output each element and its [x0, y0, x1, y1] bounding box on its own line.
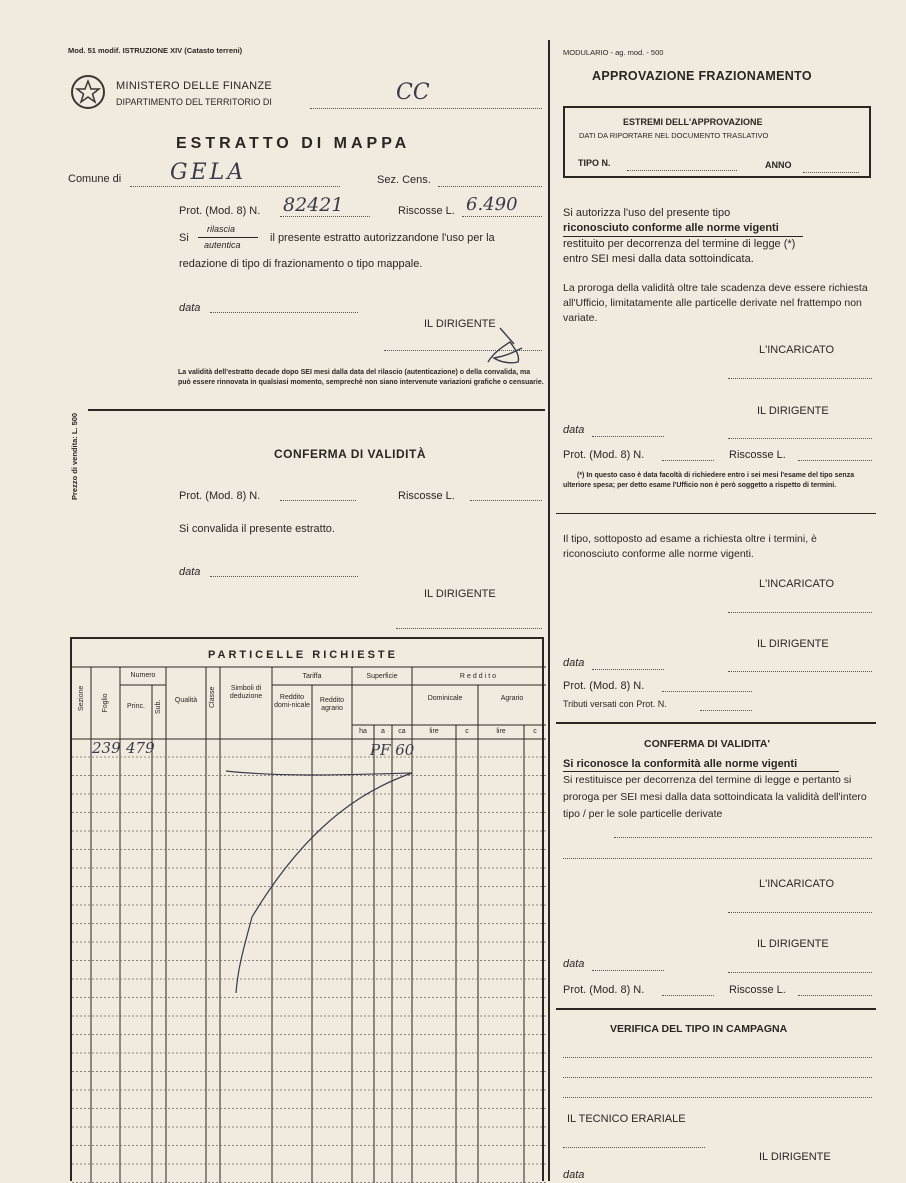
approvazione-title: APPROVAZIONE FRAZIONAMENTO: [592, 69, 812, 83]
form-code: Mod. 51 modif. ISTRUZIONE XIV (Catasto terreni): [68, 46, 243, 55]
dirigente-2: IL DIRIGENTE: [757, 638, 829, 650]
comune-value: GELA: [170, 160, 247, 185]
data-label: data: [179, 302, 201, 314]
riscosse-value: 6.490: [466, 194, 518, 215]
proroga-text: La proroga della validità oltre tale scadenza deve essere richiesta all'Ufficio, limitatamente alle particelle derivate nel frattempo non variate.: [563, 282, 868, 324]
dirigente-1: IL DIRIGENTE: [757, 405, 829, 417]
footnote: (*) In questo caso è data facoltà di richiedere entro i sei mesi l'esame del tipo senza ulteriore spesa; per detto esame l'Ufficio non è però soggetto a rispetto di termini.: [563, 472, 855, 489]
col-classe: Classe: [209, 686, 216, 708]
auth-text-2: riconosciuto conforme alle norme vigenti: [563, 222, 779, 234]
conferma-text: Si restituisce per decorrenza del termine di legge e pertanto si proroga per SEI mesi dalla data sottoindicata la validità dell'intero tipo / per le sole particelle derivate: [563, 774, 867, 820]
data-1: data: [563, 424, 585, 436]
col-tariffa: Tariffa: [302, 673, 322, 680]
estremi-title: ESTREMI DELL'APPROVAZIONE: [623, 117, 763, 127]
col-simboli: Simboli di deduzione: [229, 685, 263, 700]
tipo-label: TIPO N.: [578, 158, 611, 168]
col-sezione: Sezione: [78, 685, 85, 711]
col-reddito-agr: Reddito agrario: [319, 697, 345, 712]
handwritten-strike: [222, 757, 422, 997]
sez-cens-label: Sez. Cens.: [377, 174, 431, 186]
auth-text-4: entro SEI mesi dalla data sottoindicata.: [563, 253, 754, 265]
riscosse-label: Riscosse L.: [398, 205, 455, 217]
data-4: data: [563, 1169, 585, 1181]
dirigente-label: IL DIRIGENTE: [424, 318, 496, 330]
data-3: data: [563, 958, 585, 970]
conferma-riscosse-label: Riscosse L.: [398, 490, 455, 502]
col-ca: ca: [398, 728, 406, 735]
col-princ: Princ.: [127, 703, 145, 710]
estremi-box: [563, 106, 871, 178]
right-form-code: MODULARIO - ag. mod. - 500: [563, 48, 664, 57]
col-agrario: Agrario: [500, 695, 524, 702]
tecnico-label: IL TECNICO ERARIALE: [567, 1113, 686, 1125]
conferma-sub: Si riconosce la conformità alle norme vigenti: [563, 758, 798, 770]
incaricato-2: L'INCARICATO: [759, 578, 835, 590]
col-dominicale: Dominicale: [427, 695, 463, 702]
conferma-title: CONFERMA DI VALIDITÀ: [274, 447, 426, 461]
col-foglio: Foglio: [102, 693, 109, 713]
col-a: a: [381, 728, 385, 735]
verifica-title: VERIFICA DEL TIPO IN CAMPAGNA: [610, 1023, 788, 1035]
table-title: PARTICELLE RICHIESTE: [208, 649, 398, 661]
si-label: Si: [179, 232, 189, 244]
ministry-name: MINISTERO DELLE FINANZE: [116, 80, 273, 92]
conferma-prot-label: Prot. (Mod. 8) N.: [179, 490, 261, 502]
col-c-2: c: [533, 728, 537, 735]
comune-label: Comune di: [68, 173, 122, 185]
col-reddito-dom: Reddito domi-nicale: [274, 694, 310, 709]
convalida-text: Si convalida il presente estratto.: [179, 523, 335, 535]
col-superficie: Superficie: [366, 673, 398, 680]
conferma-right-title: CONFERMA DI VALIDITA': [644, 738, 770, 750]
dirigente-signature: [470, 322, 540, 366]
document-title: ESTRATTO DI MAPPA: [176, 135, 411, 152]
esame-text: Il tipo, sottoposto ad esame a richiesta oltre i termini, è riconosciuto conforme alle norme vigenti.: [563, 533, 817, 560]
col-numero: Numero: [130, 672, 156, 679]
prot-1: Prot. (Mod. 8) N.: [563, 449, 645, 461]
incaricato-3: L'INCARICATO: [759, 878, 835, 890]
col-lire-1: lire: [429, 728, 439, 735]
emblem-icon: [70, 74, 106, 110]
estremi-subtitle: DATI DA RIPORTARE NEL DOCUMENTO TRASLATIVO: [579, 131, 769, 140]
conferma-dirigente-label: IL DIRIGENTE: [424, 588, 496, 600]
col-ha: ha: [359, 728, 367, 735]
rilascia-text: il presente estratto autorizzandone l'uso per la: [270, 232, 495, 244]
data-2: data: [563, 657, 585, 669]
validity-note: La validità dell'estratto decade dopo SEI mesi dalla data del rilascio (autenticazione) o della convalida, ma può essere rinnovata in qualsiasi momento, semprechè non siano intervenute variazioni grafiche o censuarie.: [178, 369, 544, 386]
row1-numero: 479: [126, 739, 155, 757]
prot-value: 82421: [283, 194, 344, 216]
rilascia-text-2: redazione di tipo di frazionamento o tipo mappale.: [179, 258, 423, 270]
auth-text-3: restituito per decorrenza del termine di legge (*): [563, 238, 796, 250]
col-sub: Sub.: [155, 699, 162, 714]
col-qualita: Qualità: [174, 697, 198, 704]
dirigente-3: IL DIRIGENTE: [757, 938, 829, 950]
riscosse-1: Riscosse L.: [729, 449, 786, 461]
col-c-1: c: [465, 728, 469, 735]
price-vertical: Prezzo di vendita: L. 500: [70, 412, 79, 500]
dirigente-4: IL DIRIGENTE: [759, 1151, 831, 1163]
conferma-data-label: data: [179, 566, 201, 578]
col-reddito: Reddito: [459, 673, 499, 680]
row1-superficie: PF 60: [370, 741, 415, 759]
autentica-option: autentica: [204, 240, 241, 250]
rilascia-option: rilascia: [207, 224, 236, 234]
anno-label: ANNO: [765, 160, 792, 170]
particelle-table: [70, 637, 544, 1181]
prot-2: Prot. (Mod. 8) N.: [563, 680, 645, 692]
auth-text-1: Si autorizza l'uso del presente tipo: [563, 207, 731, 219]
prot-label: Prot. (Mod. 8) N.: [179, 205, 261, 217]
row1-foglio: 239: [92, 739, 121, 757]
department-handwritten: CC: [396, 80, 430, 105]
tributi-label: Tributi versati con Prot. N.: [563, 699, 667, 709]
department-label: DIPARTIMENTO DEL TERRITORIO DI: [116, 97, 272, 107]
col-lire-2: lire: [496, 728, 506, 735]
riscosse-3: Riscosse L.: [729, 984, 786, 996]
prot-3: Prot. (Mod. 8) N.: [563, 984, 645, 996]
incaricato-1: L'INCARICATO: [759, 344, 835, 356]
